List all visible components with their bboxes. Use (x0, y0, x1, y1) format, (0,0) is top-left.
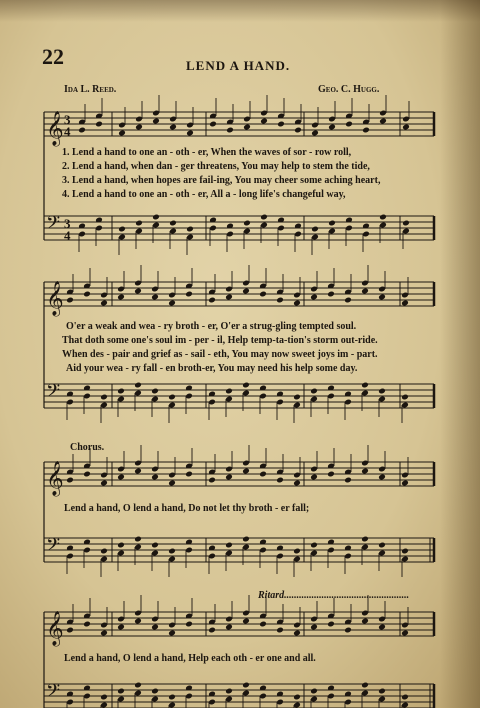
note-head (311, 130, 319, 137)
note-head (100, 480, 108, 487)
note-head (401, 480, 409, 487)
note-head (242, 382, 250, 389)
note-head (100, 394, 108, 401)
note-head (378, 624, 386, 631)
note-head (134, 536, 142, 543)
note-head (168, 300, 176, 307)
note-head (100, 300, 108, 307)
note-head (310, 542, 318, 549)
note-head (310, 388, 318, 395)
note-head (134, 682, 142, 689)
note-head (361, 382, 369, 389)
note-head (117, 388, 125, 395)
note-head (344, 627, 352, 634)
note-head (242, 536, 250, 543)
time-signature-top: 3 (64, 112, 71, 127)
treble-clef-icon: 𝄞 (46, 111, 64, 146)
bass-clef-icon: 𝄢 (46, 535, 61, 560)
note-head (361, 618, 369, 625)
note-head (293, 394, 301, 401)
note-head (243, 220, 251, 227)
note-head (151, 624, 159, 631)
note-head (83, 291, 91, 298)
note-head (293, 548, 301, 555)
note-head (378, 542, 386, 549)
song-title: LEND A HAND. (186, 58, 291, 73)
author-credit: Ida L. Reed. (64, 84, 117, 95)
note-head (168, 548, 176, 555)
note-head (294, 127, 302, 134)
note-head (151, 294, 159, 301)
note-head (208, 627, 216, 634)
note-head (310, 688, 318, 695)
note-head (151, 474, 159, 481)
note-head (361, 682, 369, 689)
note-head (134, 468, 142, 475)
bass-clef-icon: 𝄢 (46, 381, 61, 406)
note-head (345, 121, 353, 128)
note-head (378, 388, 386, 395)
note-head (293, 300, 301, 307)
note-head (402, 124, 410, 131)
chorus-lyric-line: Lend a hand, O lend a hand, Help each oth - er one and all. (64, 653, 316, 664)
bass-clef-icon: 𝄢 (46, 681, 61, 706)
note-head (100, 630, 108, 637)
note-head (186, 130, 194, 137)
note-head (225, 388, 233, 395)
note-head (276, 297, 284, 304)
note-head (117, 474, 125, 481)
note-head (243, 124, 251, 131)
note-head (151, 388, 159, 395)
note-head (83, 621, 91, 628)
note-head (293, 630, 301, 637)
note-head (378, 688, 386, 695)
note-head (83, 471, 91, 478)
note-head (118, 130, 126, 137)
note-head (209, 121, 217, 128)
note-head (185, 291, 193, 298)
note-head (208, 477, 216, 484)
note-head (66, 627, 74, 634)
note-head (225, 624, 233, 631)
note-head (169, 124, 177, 131)
note-head (362, 127, 370, 134)
note-head (117, 624, 125, 631)
composer-credit: Geo. C. Hugg. (318, 84, 380, 95)
note-head (185, 621, 193, 628)
note-head (242, 468, 250, 475)
note-head (310, 294, 318, 301)
verse-line-2: When des - pair and grief as - sail - eth, You may now sweet joys im - part. (62, 349, 378, 360)
note-head (168, 394, 176, 401)
verse-line-1: 4. Lend a hand to one an - oth - er, All a - long life's changeful way, (62, 189, 346, 200)
note-head (259, 471, 267, 478)
bass-clef-icon: 𝄢 (46, 213, 61, 238)
note-head (152, 118, 160, 125)
note-head (310, 474, 318, 481)
ritard-marking: Ritard.................................................. (258, 590, 410, 601)
verse-line-1: 1. Lend a hand to one an - oth - er, When the waves of sor - row roll, (62, 147, 352, 158)
chorus-lyric-line: Lend a hand, O lend a hand, Do not let thy broth - er fall; (64, 503, 310, 514)
note-head (208, 297, 216, 304)
note-head (327, 291, 335, 298)
note-head (401, 630, 409, 637)
note-head (259, 291, 267, 298)
note-head (379, 118, 387, 125)
note-head (401, 548, 409, 555)
verse-line-2: Aid your wea - ry fall - en broth-er, You may need his help some day. (66, 363, 358, 374)
note-head (185, 471, 193, 478)
treble-clef-icon: 𝄞 (46, 281, 64, 316)
note-head (117, 542, 125, 549)
note-head (168, 630, 176, 637)
note-head (344, 477, 352, 484)
note-head (117, 294, 125, 301)
note-head (260, 214, 268, 221)
treble-clef-icon: 𝄞 (46, 611, 64, 646)
note-head (311, 226, 319, 233)
note-head (225, 294, 233, 301)
verse-line-1: 3. Lend a hand, when hopes are fail-ing, You may cheer some aching heart, (62, 175, 381, 186)
page-number: 22 (42, 44, 64, 69)
chorus-label: Chorus. (70, 442, 105, 453)
verse-line-2: That doth some one's soul im - per - il, Help temp-ta-tion's storm out-ride. (62, 335, 378, 346)
note-head (401, 694, 409, 701)
note-head (401, 300, 409, 307)
note-head (327, 621, 335, 628)
note-head (66, 297, 74, 304)
note-head (242, 682, 250, 689)
note-head (225, 542, 233, 549)
note-head (260, 118, 268, 125)
time-signature-bottom: 4 (64, 228, 71, 243)
note-head (293, 694, 301, 701)
note-head (344, 297, 352, 304)
note-head (242, 288, 250, 295)
note-head (151, 542, 159, 549)
note-head (361, 288, 369, 295)
note-head (152, 214, 160, 221)
note-head (242, 618, 250, 625)
note-head (226, 127, 234, 134)
note-head (168, 480, 176, 487)
treble-clef-icon: 𝄞 (46, 461, 64, 496)
note-head (225, 474, 233, 481)
note-head (277, 121, 285, 128)
note-head (328, 124, 336, 131)
note-head (379, 214, 387, 221)
note-head (117, 688, 125, 695)
note-head (168, 694, 176, 701)
note-head (378, 474, 386, 481)
note-head (78, 127, 86, 134)
time-signature-top: 3 (64, 216, 71, 231)
note-head (328, 220, 336, 227)
note-head (169, 220, 177, 227)
note-head (276, 627, 284, 634)
note-head (134, 288, 142, 295)
note-head (327, 471, 335, 478)
note-head (186, 226, 194, 233)
note-head (225, 688, 233, 695)
note-head (276, 477, 284, 484)
note-head (95, 121, 103, 128)
note-head (118, 226, 126, 233)
note-head (66, 477, 74, 484)
note-head (378, 294, 386, 301)
note-head (100, 694, 108, 701)
note-head (100, 548, 108, 555)
note-head (135, 220, 143, 227)
note-head (401, 394, 409, 401)
note-head (135, 124, 143, 131)
time-signature-bottom: 4 (64, 124, 71, 139)
note-head (151, 688, 159, 695)
note-head (134, 618, 142, 625)
verse-line-1: 2. Lend a hand, when dan - ger threatens, You may help to stem the tide, (62, 161, 370, 172)
note-head (361, 536, 369, 543)
note-head (293, 480, 301, 487)
note-head (310, 624, 318, 631)
note-head (402, 220, 410, 227)
note-head (361, 468, 369, 475)
verse-line-2: O'er a weak and wea - ry broth - er, O'er a strug-gling tempted soul. (66, 321, 357, 332)
note-head (259, 621, 267, 628)
note-head (134, 382, 142, 389)
